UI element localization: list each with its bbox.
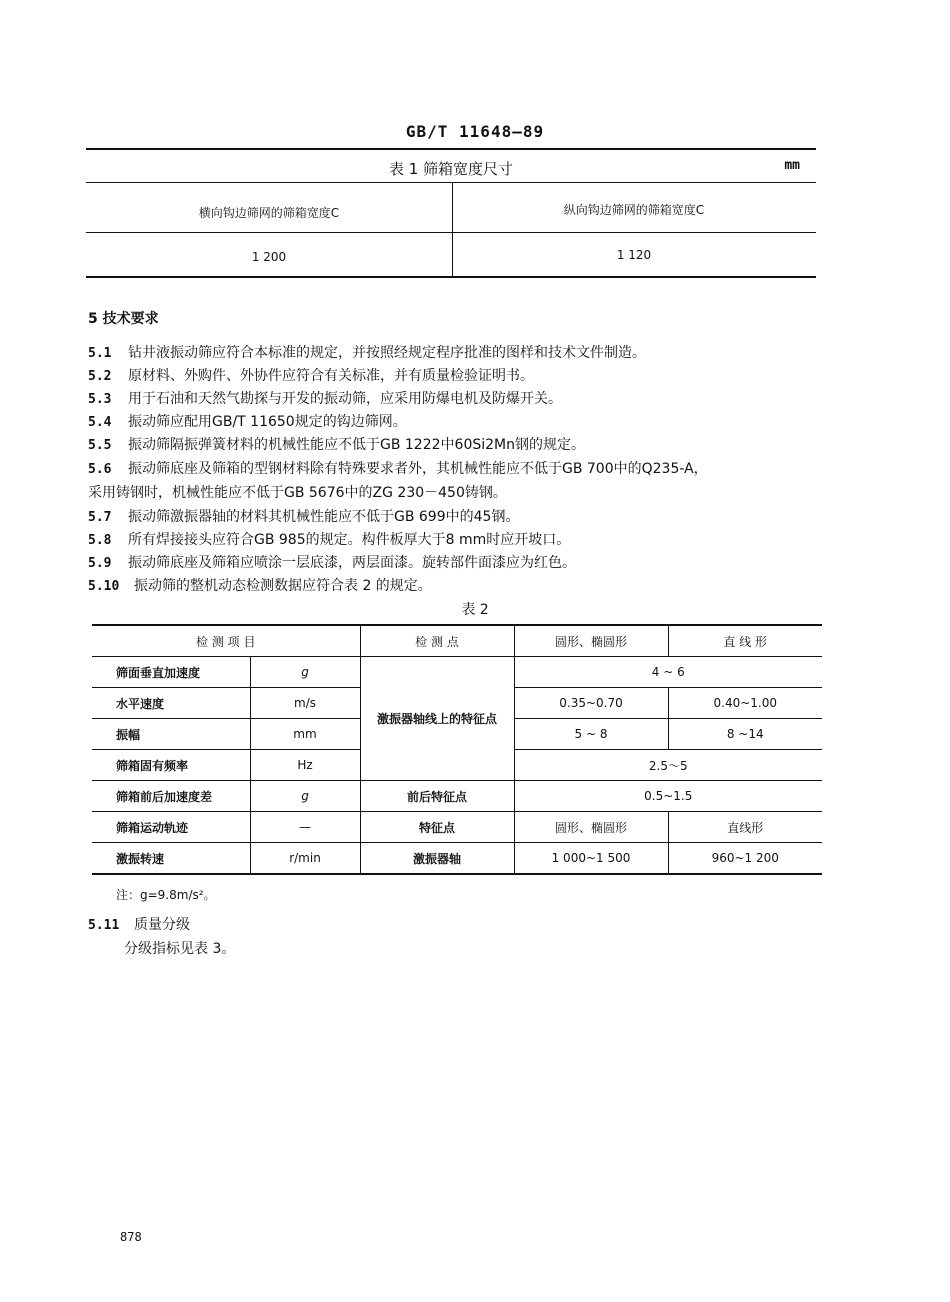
clause-text: 振动筛的整机动态检测数据应符合表 2 的规定。 [134, 578, 432, 594]
table1-value-transverse: 1 200 [251, 250, 287, 264]
row-linear: 8 ~14 [668, 719, 822, 750]
table-row [92, 625, 822, 657]
table2 [92, 624, 822, 875]
clause-text: 振动筛底座及筛箱的型钢材料除有特殊要求者外，其机械性能应不低于GB 700中的Q235-A， [128, 461, 708, 477]
table1-col-header-longitudinal: 纵向钩边筛网的筛箱宽度C [563, 203, 705, 217]
table2-header-round: 圆形、椭圆形 [514, 625, 668, 657]
row-item: 激振转速 [92, 843, 250, 875]
clause-5-8 [88, 529, 570, 549]
table2-header-linear: 直 线 形 [668, 625, 822, 657]
clause-5-3 [88, 388, 562, 408]
clause-text: 原材料、外购件、外协件应符合有关标准，并有质量检验证明书。 [128, 368, 534, 384]
clause-text: 振动筛底座及筛箱应喷涂一层底漆，两层面漆。旋转部件面漆应为红色。 [128, 555, 576, 571]
table-row [92, 843, 822, 875]
row-item: 筛箱运动轨迹 [92, 812, 250, 843]
clause-text: 振动筛激振器轴的材料其机械性能应不低于GB 699中的45钢。 [128, 509, 520, 525]
clause-5-4 [88, 411, 407, 431]
clause-number: 5.3 [88, 392, 112, 407]
table1-value-longitudinal: 1 120 [616, 248, 652, 262]
table2-title: 表 2 [461, 602, 489, 618]
clause-number: 5.2 [88, 369, 112, 384]
row-item: 水平速度 [92, 688, 250, 719]
standard-code: GB/T 11648—89 [405, 122, 545, 141]
table1-col-header-transverse: 横向钩边筛网的筛箱宽度C [198, 206, 340, 220]
row-point: 特征点 [360, 812, 514, 843]
clause-5-5 [88, 434, 585, 454]
row-linear: 0.40~1.00 [668, 688, 822, 719]
table1-top-rule [86, 148, 816, 150]
clause-number: 5.9 [88, 556, 112, 571]
row-value: 4 ~ 6 [514, 657, 822, 688]
row-unit: g [250, 657, 360, 688]
clause-5-10 [88, 575, 432, 595]
table-row [92, 812, 822, 843]
row-round: 1 000~1 500 [514, 843, 668, 875]
table1-column-divider [452, 183, 453, 276]
table2-header-item: 检 测 项 目 [92, 625, 360, 657]
row-unit: g [250, 781, 360, 812]
section-title: 5 技术要求 [88, 311, 159, 327]
row-value: 0.5~1.5 [514, 781, 822, 812]
row-item: 筛面垂直加速度 [92, 657, 250, 688]
row-unit: r/min [250, 843, 360, 875]
row-unit: m/s [250, 688, 360, 719]
table-row [92, 657, 822, 688]
table-row [92, 781, 822, 812]
clause-5-7 [88, 506, 519, 526]
row-point: 激振器轴 [360, 843, 514, 875]
clause-5-6 [88, 458, 708, 478]
clause-text: 振动筛应配用GB/T 11650规定的钩边筛网。 [128, 414, 407, 430]
clause-text: 用于石油和天然气勘探与开发的振动筛，应采用防爆电机及防爆开关。 [128, 391, 562, 407]
clause-text: 所有焊接接头应符合GB 985的规定。构件板厚大于8 mm时应开坡口。 [128, 532, 571, 548]
row-round: 圆形、椭圆形 [514, 812, 668, 843]
clause-5-9 [88, 552, 576, 572]
clause-5-6-continued: 采用铸钢时，机械性能应不低于GB 5676中的ZG 230－450铸钢。 [88, 485, 507, 501]
row-linear: 960~1 200 [668, 843, 822, 875]
clause-text: 钻井液振动筛应符合本标准的规定，并按照经规定程序批准的图样和技术文件制造。 [128, 345, 646, 361]
merged-point-cell: 激振器轴线上的特征点 [360, 657, 514, 781]
clause-5-11-text: 分级指标见表 3。 [124, 941, 236, 957]
page-number: 878 [120, 1230, 142, 1244]
clause-number: 5.8 [88, 533, 112, 548]
clause-5-2 [88, 365, 534, 385]
row-linear: 直线形 [668, 812, 822, 843]
clause-5-1 [88, 342, 646, 362]
clause-number: 5.1 [88, 346, 112, 361]
table1-mid-rule [86, 232, 816, 233]
row-item: 振幅 [92, 719, 250, 750]
row-round: 0.35~0.70 [514, 688, 668, 719]
row-round: 5 ~ 8 [514, 719, 668, 750]
clause-5-11 [88, 914, 190, 934]
table1-caption: 表 1 筛箱宽度尺寸 [388, 160, 514, 178]
table2-header-point: 检 测 点 [360, 625, 514, 657]
clause-number: 5.4 [88, 415, 112, 430]
row-item: 筛箱固有频率 [92, 750, 250, 781]
row-unit: mm [250, 719, 360, 750]
clause-title: 质量分级 [134, 917, 190, 933]
row-unit: — [250, 812, 360, 843]
clause-number: 5.11 [88, 918, 120, 933]
clause-number: 5.5 [88, 438, 112, 453]
table1-caption-row [86, 158, 816, 180]
table2-note: 注：g=9.8m/s²。 [116, 888, 216, 902]
row-item: 筛箱前后加速度差 [92, 781, 250, 812]
table1-header-rule [86, 182, 816, 183]
row-point: 前后特征点 [360, 781, 514, 812]
clause-text: 振动筛隔振弹簧材料的机械性能应不低于GB 1222中60Si2Mn钢的规定。 [128, 437, 585, 453]
table1-unit: mm [784, 158, 800, 173]
row-unit: Hz [250, 750, 360, 781]
row-value: 2.5～5 [514, 750, 822, 781]
table1-bottom-rule [86, 276, 816, 278]
clause-number: 5.6 [88, 462, 112, 477]
clause-number: 5.10 [88, 579, 120, 594]
clause-number: 5.7 [88, 510, 112, 525]
